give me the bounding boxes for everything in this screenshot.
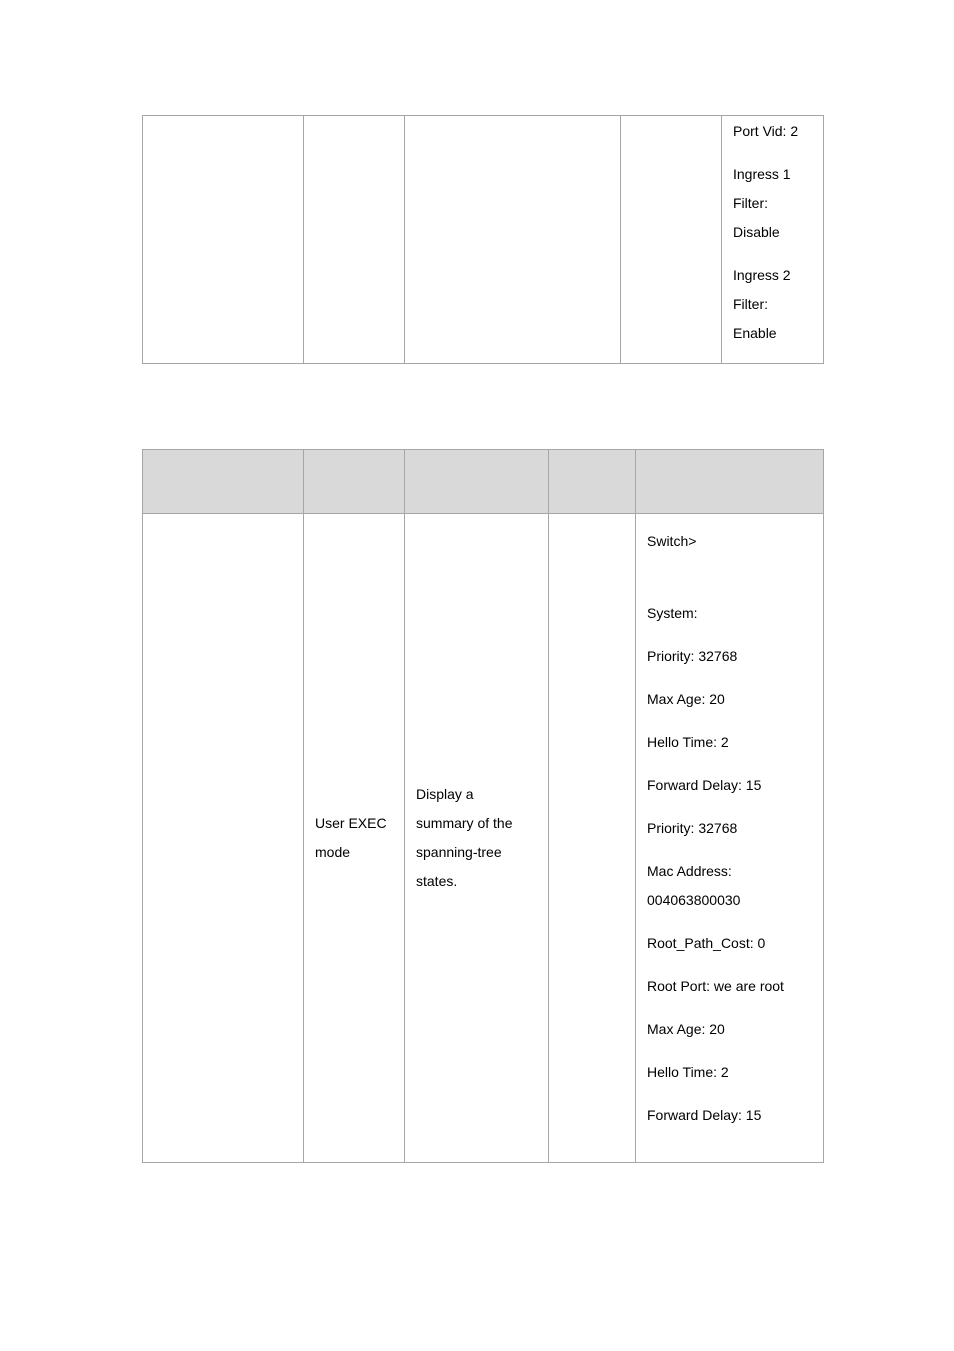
output-line: Hello Time: 2 (647, 734, 729, 750)
output-line: Filter: (733, 296, 768, 312)
output-line: Forward Delay: 15 (647, 777, 762, 793)
output-line: Ingress 1 (733, 166, 791, 182)
command-cell (143, 116, 304, 364)
example-output-cell (722, 116, 824, 364)
output-line: Port Vid: 2 (733, 123, 799, 139)
header-cell (405, 450, 549, 514)
table-header-row (143, 450, 824, 514)
parameter-cell (549, 514, 636, 1163)
output-line: Switch> (647, 533, 697, 549)
header-cell (304, 450, 405, 514)
example-output-cell (636, 514, 824, 1163)
mode-cell (304, 514, 405, 1163)
output-line: 004063800030 (647, 892, 741, 908)
output-line: Root_Path_Cost: 0 (647, 935, 766, 951)
table-row (143, 514, 824, 1163)
output-line: System: (647, 605, 698, 621)
output-line: Max Age: 20 (647, 691, 725, 707)
command-table (142, 449, 824, 1163)
output-line: Forward Delay: 15 (647, 1107, 762, 1123)
output-line: Disable (733, 224, 780, 240)
output-line: Mac Address: (647, 863, 732, 879)
description-text: spanning-tree (416, 844, 502, 860)
description-text: Display a (416, 786, 474, 802)
description-cell (405, 116, 621, 364)
output-line: Ingress 2 (733, 267, 791, 283)
output-line: Hello Time: 2 (647, 1064, 729, 1080)
output-line: Filter: (733, 195, 768, 211)
mode-text: mode (315, 844, 351, 860)
output-line: Root Port: we are root (647, 978, 784, 994)
parameter-cell (621, 116, 722, 364)
output-line: Max Age: 20 (647, 1021, 725, 1037)
command-cell (143, 514, 304, 1163)
output-line: Priority: 32768 (647, 820, 738, 836)
header-cell (549, 450, 636, 514)
description-text: summary of the (416, 815, 513, 831)
output-line: Priority: 32768 (647, 648, 738, 664)
description-text: states. (416, 873, 458, 889)
description-cell (405, 514, 549, 1163)
table-row (143, 116, 824, 364)
command-table-continued (142, 115, 824, 364)
output-line: Enable (733, 325, 777, 341)
header-cell (636, 450, 824, 514)
mode-cell (304, 116, 405, 364)
header-cell (143, 450, 304, 514)
mode-text: User EXEC (315, 815, 387, 831)
